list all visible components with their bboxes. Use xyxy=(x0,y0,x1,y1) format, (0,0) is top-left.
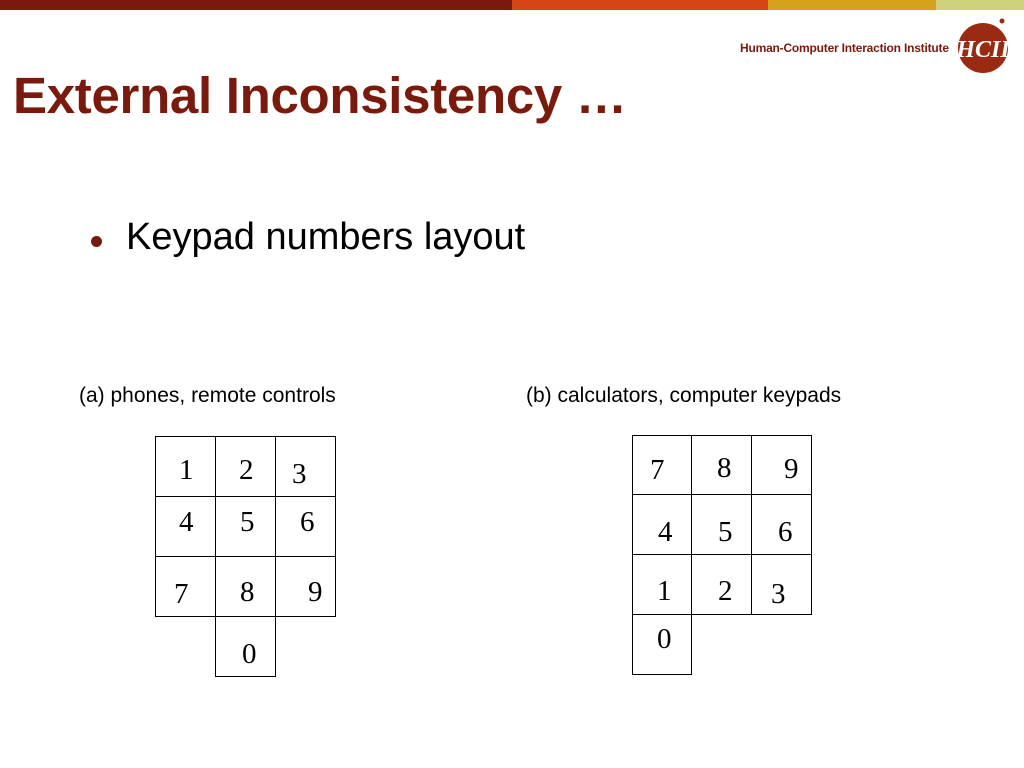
keypad-digit: 7 xyxy=(174,578,189,610)
keypad-digit: 1 xyxy=(179,454,194,486)
keypad-digit: 3 xyxy=(771,578,786,610)
keypad-digit: 3 xyxy=(292,458,307,490)
color-bar-segment xyxy=(0,0,512,10)
hcii-logo xyxy=(956,16,1012,76)
keypad-digit: 8 xyxy=(717,452,732,484)
logo-text: HCII xyxy=(956,37,1010,63)
keypad-digit: 6 xyxy=(300,506,315,538)
institute-name: Human-Computer Interaction Institute xyxy=(740,41,949,55)
keypad-digit: 6 xyxy=(778,516,793,548)
keypad-digit: 0 xyxy=(657,623,672,655)
slide-title: External Inconsistency … xyxy=(13,67,627,124)
bullet-icon xyxy=(91,236,102,247)
top-color-bar xyxy=(0,0,1024,10)
keypad-digit: 5 xyxy=(718,516,733,548)
color-bar-segment xyxy=(512,0,768,10)
keypad-digit: 8 xyxy=(240,576,255,608)
color-bar-segment xyxy=(768,0,936,10)
keypad-digit: 0 xyxy=(242,638,257,670)
color-bar-segment xyxy=(936,0,1024,10)
keypad-digit: 9 xyxy=(308,576,323,608)
keypad-digit: 4 xyxy=(179,506,194,538)
keypad-b-caption: (b) calculators, computer keypads xyxy=(526,384,842,407)
keypad-digit: 1 xyxy=(657,575,672,607)
keypad-digit: 2 xyxy=(718,575,733,607)
keypad-cell xyxy=(275,556,336,617)
keypad-digit: 7 xyxy=(650,454,665,486)
keypad-digit: 5 xyxy=(240,506,255,538)
keypad-digit: 4 xyxy=(658,516,673,548)
keypad-cell xyxy=(751,435,812,495)
keypad-digit: 9 xyxy=(784,453,799,485)
keypad-a-caption: (a) phones, remote controls xyxy=(79,384,336,407)
keypad-digit: 2 xyxy=(239,454,254,486)
bullet-text: Keypad numbers layout xyxy=(126,216,526,258)
